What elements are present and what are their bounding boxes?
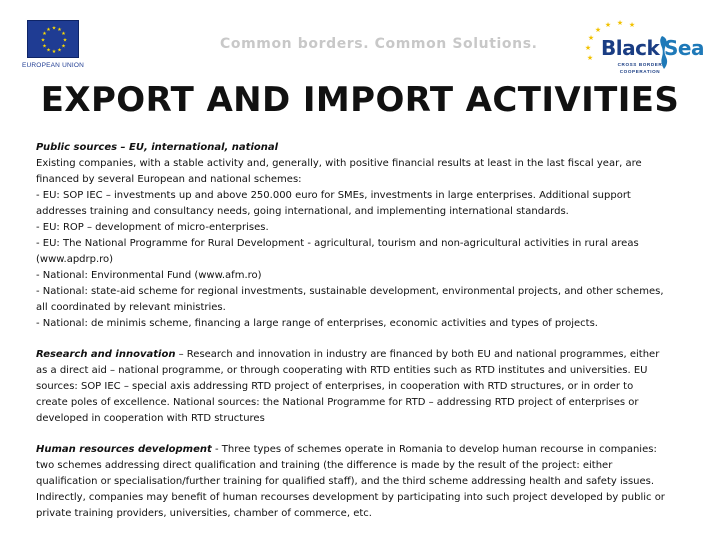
- section-research: [36, 347, 666, 427]
- svg-text:★: ★: [40, 37, 46, 44]
- page-title: EXPORT AND IMPORT ACTIVITIES: [40, 80, 680, 120]
- svg-text:★: ★: [57, 47, 62, 54]
- content-body: [36, 140, 666, 537]
- eu-stars-icon: [28, 21, 80, 59]
- svg-text:★: ★: [61, 31, 66, 37]
- list-item: - EU: ROP – development of micro-enterprises.: [36, 222, 269, 233]
- svg-text:★: ★: [61, 43, 66, 50]
- svg-text:★: ★: [46, 27, 51, 33]
- paragraph: [36, 347, 666, 427]
- svg-text:★: ★: [587, 34, 595, 42]
- svg-text:★: ★: [57, 27, 62, 33]
- section-public-sources: [36, 140, 666, 332]
- list-item: - EU: The National Programme for Rural Development - agricultural, tourism and non-agricultural activities in rural areas (www.apdrp.ro): [36, 238, 639, 265]
- section-heading: Public sources – EU, international, national: [36, 142, 279, 153]
- logo-word-black: Black: [601, 36, 660, 60]
- svg-text:★: ★: [51, 49, 57, 55]
- paragraph-text: – Research and innovation in industry are financed by both EU and national programmes, either as a direct aid – national programme, or through cooperating with RTD entities such as RTD institutes and universities. EU sources: SOP IEC – special axis addressing RTD project of enterprises, in cooperation with RTD structures, or in order to create poles of excellence. National sources: the National Programme for RTD – addressing RTD project of enterprises or developed in cooperation with RTD structures: [36, 349, 660, 424]
- eu-flag-logo: [20, 14, 84, 76]
- svg-text:★: ★: [628, 21, 636, 29]
- list-item: - EU: SOP IEC – investments up and above 250.000 euro for SMEs, investments in large enterprises. Additional support addresses training and consultancy needs, going international, and implementing international standards.: [36, 190, 631, 217]
- svg-text:★: ★: [594, 26, 602, 34]
- tagline: Common borders. Common Solutions.: [220, 36, 538, 52]
- svg-text:★: ★: [46, 47, 51, 54]
- paragraph-line: Existing companies, with a stable activity and, generally, with positive financial results at least in the last fiscal year, are financed by several European and national schemes:: [36, 158, 642, 185]
- svg-text:★: ★: [42, 43, 47, 50]
- eu-caption: EUROPEAN UNION: [21, 62, 85, 69]
- svg-text:★: ★: [616, 20, 624, 27]
- logo-word-sea: Sea: [664, 36, 704, 60]
- svg-text:★: ★: [584, 44, 592, 52]
- eu-flag-field: [27, 20, 79, 58]
- svg-text:★: ★: [604, 21, 612, 29]
- svg-text:★: ★: [42, 31, 47, 37]
- svg-text:★: ★: [586, 54, 594, 62]
- paragraph-text: - Three types of schemes operate in Romania to develop human recourse in companies: two schemes addressing direct qualification and training (the difference is made by the result of the project: either qualification or specialisation/further training for qualified staff), and the third scheme addressing health and safety issues. Indirectly, companies may benefit of human recourses development by participating into such project developed by public or private training providers, universities, chamber of commerce, etc.: [36, 444, 665, 519]
- svg-text:★: ★: [51, 25, 57, 32]
- logo-subtitle-line2: COOPERATION: [619, 69, 661, 74]
- svg-text:★: ★: [62, 37, 68, 44]
- section-heading: Research and innovation: [36, 349, 176, 360]
- section-heading: Human resources development: [36, 444, 212, 455]
- logo-subtitle-line1: CROSS BORDER: [617, 62, 663, 67]
- list-item: - National: state-aid scheme for regional investments, sustainable development, environmental projects, and other schemes, all coordinated by relevant ministries.: [36, 286, 664, 313]
- paragraph: [36, 442, 666, 522]
- list-item: - National: Environmental Fund (www.afm.ro): [36, 270, 262, 281]
- list-item: - National: de minimis scheme, financing a large range of enterprises, economic activities and types of projects.: [36, 318, 598, 329]
- section-human-resources: [36, 442, 666, 522]
